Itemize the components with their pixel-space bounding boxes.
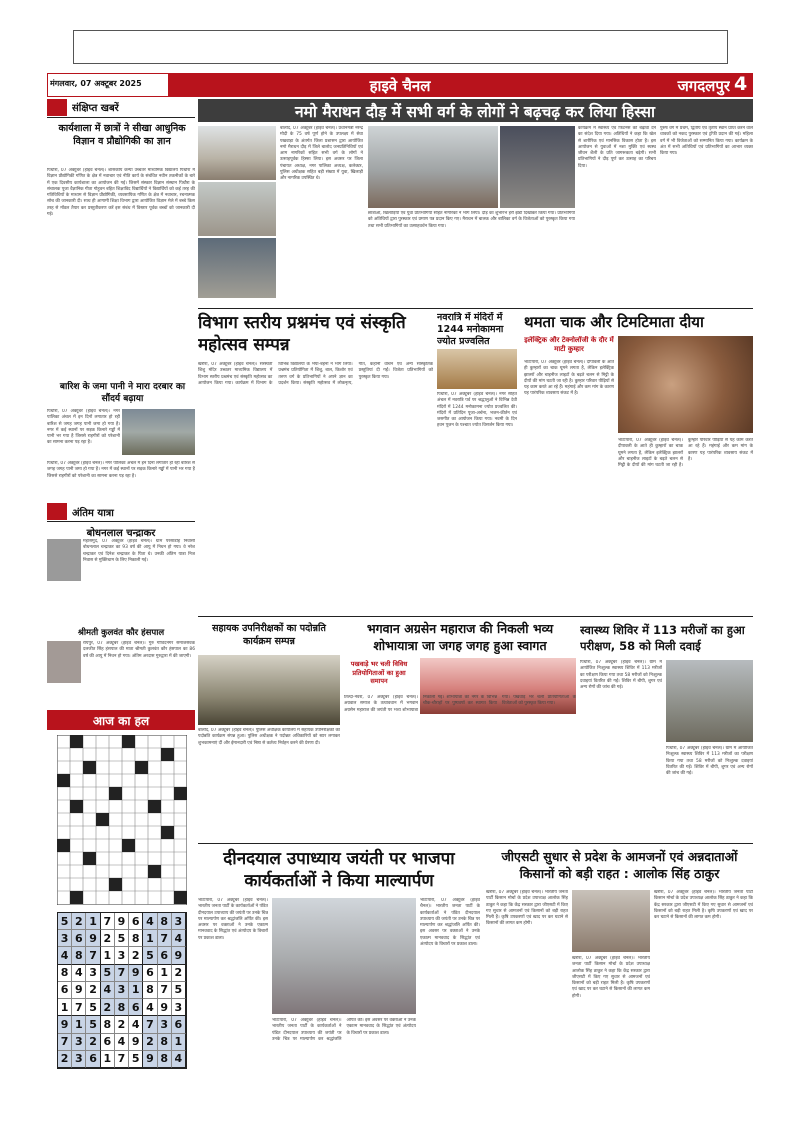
- sudoku-cell: 9: [129, 1034, 143, 1051]
- sudoku-cell: 2: [172, 965, 186, 982]
- sidebar-story1-body: पिथौरा, 07 अक्टूबर (हाइवे चैनल)। शासकीय कन्या उच्चतर माध्यमिक विद्यालय पिथौरा में विज्ञान प्रौद्योगिकी गणित के क्षेत्र में नवाचार एवं नीति कार्य के संबंधित नवीन तकनीकों के बारे में एक दिवसीय कार्यशाला का आयोजन की गई। जिसमें संस्कार विज्ञान संस्थान पिथौरा के संचालक पूजा वैज्ञानिक गीता गोहूवन बहित शिक्षाविद विद्यार्थियों ने विद्यार्थियों को कई तरह की गतिविधियों के माध्यम से विज्ञान प्रौद्योगिकी, व्यवसायिक गणित के क्षेत्र में नवाचार, रचनात्मक सोच की जानकारी दी। साथ ही आगामी शिक्षा विभाग द्वारा आयोजित विज्ञान मेले में बच्चे किस तरह से मॉडल तैयार कर प्रस्तुतीकरण करें इस संबंध में विस्तार पूर्वक बच्चों को जानकारी दी गई।: [47, 168, 195, 218]
- police-ceremony-photo: [198, 655, 340, 725]
- aajkahal-title: आज का हल: [92, 714, 150, 728]
- sidebar-story2-title: बारिश के जमा पानी ने मारा दरबार का सौंदर्य बढ़ाया: [59, 382, 186, 404]
- marathon-photo-3: [198, 238, 276, 298]
- chaak-body: भाटापारा, 07 अक्टूबर (हाइवे चैनल)। दीपावली के आते ही कुम्हारों का चाक घूमने लगता है, लेकिन इलेक्ट्रिक झालरों और चाइनीज लाइटों के बढ़ते चलन से मिट्टी के दीयों की मांग घटती जा रही है। कुम्हार परिवार पीढ़ियों से यह काम करते आ रहे हैं। महंगाई और कम मांग के कारण यह पारंपरिक व्यवसाय संकट में है।: [524, 360, 614, 397]
- deendayal-headline: दीनदयाल उपाध्याय जयंती पर भाजपा कार्यकर्ताओं ने किया माल्यार्पण: [223, 849, 455, 891]
- deendayal-body: भाटापारा, 07 अक्टूबर (हाइवे चैनल)। भारतीय जनता पार्टी के कार्यकर्ताओं ने पंडित दीनदयाल उपाध्याय की जयंती पर उनके चित्र पर माल्यार्पण कर श्रद्धांजलि अर्पित की। इस अवसर पर वक्ताओं ने उनके एकात्म मानववाद के सिद्धांत एवं अंत्योदय के विचारों पर प्रकाश डाला।: [198, 898, 268, 941]
- sudoku-cell: 4: [115, 1034, 129, 1051]
- sudoku-cell: 6: [58, 982, 72, 999]
- bjp-tribute-photo: [272, 898, 416, 1014]
- chaak-subhead: इलेक्ट्रिक और टेक्नोलॉजी के दौर में माटी कुम्हार: [524, 336, 614, 353]
- sudoku-cell: 2: [86, 1034, 100, 1051]
- chaak-body-right: भाटापारा, 07 अक्टूबर (हाइवे चैनल)। दीपावली के आते ही कुम्हारों का चाक घूमने लगता है, लेकिन इलेक्ट्रिक झालरों और चाइनीज लाइटों के बढ़ते चलन से मिट्टी के दीयों की मांग घटती जा रही है। कुम्हार परिवार पीढ़ियों से यह काम करते आ रहे हैं। महंगाई और कम मांग के कारण यह पारंपरिक व्यवसाय संकट में है।: [618, 438, 753, 469]
- health-camp-photo: [666, 660, 753, 742]
- gst-body: खरोरा, 07 अक्टूबर (हाइवे चैनल)। भारतीय जनता पार्टी किसान मोर्चा के प्रदेश उपाध्यक्ष आलोक सिंह ठाकुर ने कहा कि केंद्र सरकार द्वारा जीएसटी में किए गए सुधार से आमजनों एवं किसानों को बड़ी राहत मिली है। कृषि उपकरणों एवं खाद पर कर घटाने से किसानों की लागत कम होगी।: [486, 890, 568, 927]
- sudoku-cell: 9: [172, 947, 186, 964]
- sudoku-cell: 7: [86, 947, 100, 964]
- marathon-runners-photo: [500, 126, 575, 208]
- sudoku-cell: 2: [129, 947, 143, 964]
- gst-headline: जीएसटी सुधार से प्रदेश के आमजनों एवं अन्नदाताओं किसानों को बड़ी राहत : आलोक सिंह ठाकुर: [501, 849, 738, 881]
- gst-body-mid: खरोरा, 07 अक्टूबर (हाइवे चैनल)। भारतीय जनता पार्टी किसान मोर्चा के प्रदेश उपाध्यक्ष आलोक सिंह ठाकुर ने कहा कि केंद्र सरकार द्वारा जीएसटी में किए गए सुधार से आमजनों एवं किसानों को बड़ी राहत मिली है। कृषि उपकरणों एवं खाद पर कर घटाने से किसानों की लागत कम होगी।: [572, 956, 650, 999]
- sudoku-cell: 7: [158, 930, 172, 947]
- sudoku-cell: 1: [72, 1016, 86, 1033]
- sudoku-cell: 8: [143, 982, 157, 999]
- lead-col2: छात्राओं, खिलाड़ियों एवं युवा प्रतिभागियों सहित नागरिकों ने भाग लिया। दौड़ का शुभारंभ हरी झंडी दिखाकर किया गया। प्रतिभागियों को अतिथियों द्वारा पुरस्कार एवं प्रमाण पत्र प्रदान किए गए। मैराथन में बालक और बालिका वर्ग के विजेताओं को पुरस्कृत किया गया तथा सभी प्रतिभागियों का उत्साहवर्धन किया गया।: [368, 211, 575, 229]
- sudoku-cell: 3: [86, 965, 100, 982]
- sudoku-cell: 8: [101, 1016, 115, 1033]
- sudoku-cell: 9: [86, 930, 100, 947]
- sudoku-cell: 1: [58, 999, 72, 1016]
- marathon-photo-1: [198, 126, 276, 180]
- sudoku-cell: 7: [101, 913, 115, 930]
- obituary-name2: श्रीमती कुलवंत कौर हंसपाल: [77, 628, 165, 638]
- sudoku-cell: 5: [129, 1051, 143, 1068]
- agrasen-body: तिल्दा-नेवरा, 07 अक्टूबर (हाइवे चैनल)। अग्रवाल समाज के तत्वावधान में भगवान अग्रसेन महाराज की जयंती पर भव्य शोभायात्रा निकाली गई। शोभायात्रा का नगर के विभिन्न चौक-चौराहों पर पुष्पवर्षा कर स्वागत किया गया। पखवाड़े भर चली प्रतियोगिताओं के विजेताओं को पुरस्कृत किया गया।: [344, 695, 576, 713]
- upnirikshak-body: बालोद, 07 अक्टूबर (हाइवे चैनल)। पुलिस अधीक्षक कार्यालय में सहायक उपनिरीक्षकों का पदोन्नति कार्यक्रम संपन्न हुआ। पुलिस अधीक्षक ने पदोन्नत अधिकारियों को स्टार लगाकर शुभकामनाएं दीं और ईमानदारी एवं निष्ठा से कर्तव्य निर्वहन करने की प्रेरणा दी।: [198, 728, 340, 746]
- navratri-headline: नवरात्रि में मंदिरों में 1244 मनोकामना ज्योत प्रज्वलित: [437, 312, 504, 347]
- clay-lamps-photo: [618, 336, 753, 433]
- sudoku-cell: 6: [158, 947, 172, 964]
- marathon-photo-2: [198, 182, 276, 236]
- gst-body-right: खरोरा, 07 अक्टूबर (हाइवे चैनल)। भारतीय जनता पार्टी किसान मोर्चा के प्रदेश उपाध्यक्ष आलोक सिंह ठाकुर ने कहा कि केंद्र सरकार द्वारा जीएसटी में किए गए सुधार से आमजनों एवं किसानों को बड़ी राहत मिली है। कृषि उपकरणों एवं खाद पर कर घटाने से किसानों की लागत कम होगी।: [654, 890, 753, 921]
- lead-headline: नमो मैराथन दौड़ में सभी वर्ग के लोगों ने बढ़चढ़ कर लिया हिस्सा: [295, 103, 655, 121]
- sudoku-cell: 6: [101, 1034, 115, 1051]
- sudoku-cell: 5: [172, 982, 186, 999]
- sidebar-story2-body: पिथौरा, 07 अक्टूबर (हाइवे चैनल)। नगर पालिका अंचल में इन दिनों लगातार हो रही बारिश से जगह जगह पानी जमा हो गया है। नगर में कई स्थानों पर सड़क किनारे गड्ढों में पानी भर गया है जिससे राहगीरों को परेशानी का सामना करना पड़ रहा है।: [47, 409, 120, 446]
- lead-col3: कार्यक्रम में स्वास्थ्य एवं फिटनेस को बढ़ावा देने का संदेश दिया गया। अतिथियों ने कहा कि खेल से शारीरिक एवं मानसिक विकास होता है। इस आयोजन से युवाओं में नशा मुक्ति एवं स्वस्थ जीवन शैली के प्रति जागरूकता बढ़ेगी। सभी प्रतिभागियों ने दौड़ पूर्ण कर उत्साह का परिचय दिया।: [578, 126, 656, 169]
- sudoku-cell: 2: [58, 1051, 72, 1068]
- sudoku-cell: 2: [72, 913, 86, 930]
- obituary-section-title: अंतिम यात्रा: [72, 508, 114, 519]
- sudoku-cell: 3: [158, 1016, 172, 1033]
- chaak-headline: थमता चाक और टिमटिमाता दीया: [524, 313, 704, 331]
- sudoku-cells: [58, 913, 186, 1068]
- agrasen-headline: भगवान अग्रसेन महाराज की निकली भव्य शोभायात्रा जा जगह जगह हुआ स्वागत: [366, 621, 554, 653]
- agrasen-subhead: पखवाड़े भर चली विविध प्रतियोगिताओं का हुआ समापन: [350, 660, 408, 685]
- sudoku-cell: 4: [101, 982, 115, 999]
- masthead-page: 4: [734, 73, 748, 95]
- sidebar-section-tag: [47, 99, 67, 116]
- sudoku-cell: 1: [101, 947, 115, 964]
- top-ad-box: [73, 30, 728, 64]
- sidebar-story2-continued: पिथौरा, 07 अक्टूबर (हाइवे चैनल)। नगर पालिका अंचल में इन दिनों लगातार हो रही बारिश से जगह जगह पानी जमा हो गया है। नगर में कई स्थानों पर सड़क किनारे गड्ढों में पानी भर गया है जिससे राहगीरों को परेशानी का सामना करना पड़ रहा है।: [47, 461, 195, 479]
- sudoku-cell: 4: [172, 930, 186, 947]
- sudoku-cell: 5: [143, 947, 157, 964]
- sudoku-cell: 3: [72, 1034, 86, 1051]
- sudoku-cell: 4: [129, 1016, 143, 1033]
- sudoku-cell: 6: [172, 1016, 186, 1033]
- alok-singh-portrait: [572, 890, 650, 952]
- sidebar-section-title: संक्षिप्त खबरें: [72, 103, 119, 114]
- sudoku-cell: 5: [86, 1016, 100, 1033]
- lower-rule: [198, 843, 753, 844]
- obituary-tag: [47, 503, 67, 520]
- sanskriti-headline: विभाग स्तरीय प्रश्नमंच एवं संस्कृति महोत्सव सम्पन्न: [198, 313, 406, 355]
- sudoku-cell: 4: [143, 913, 157, 930]
- sudoku-cell: 2: [86, 982, 100, 999]
- deendayal-body-right: भाटापारा, 07 अक्टूबर (हाइवे चैनल)। भारतीय जनता पार्टी के कार्यकर्ताओं ने पंडित दीनदयाल उपाध्याय की जयंती पर उनके चित्र पर माल्यार्पण कर श्रद्धांजलि अर्पित की। इस अवसर पर वक्ताओं ने उनके एकात्म मानववाद के सिद्धांत एवं अंत्योदय के विचारों पर प्रकाश डाला।: [420, 898, 480, 948]
- sudoku-cell: 5: [115, 930, 129, 947]
- sudoku-grid: [57, 912, 187, 1069]
- sudoku-cell: 6: [72, 930, 86, 947]
- sudoku-cell: 5: [101, 965, 115, 982]
- mid-rule: [198, 616, 753, 617]
- sudoku-cell: 7: [143, 1016, 157, 1033]
- upnirikshak-headline: सहायक उपनिरीक्षकों का पदोन्नति कार्यक्रम सम्पन्न: [212, 623, 326, 647]
- lead-bottom-rule: [198, 308, 753, 309]
- masthead-title: हाइवे चैनल: [369, 77, 431, 95]
- sudoku-cell: 1: [86, 913, 100, 930]
- sudoku-cell: 7: [72, 999, 86, 1016]
- obituary-text2: रायपुर, 07 अक्टूबर (हाइवे चैनल)। गुरु गोविंदनगर समाजसेवक दलजीत सिंह हंसपाल की माता श्रीमती कुलवंत कौर हंसपाल का 86 वर्ष की आयु में निधन हो गया। अंतिम अरदास गुरुद्वारा में की जाएगी।: [83, 641, 195, 659]
- obituary-rule: [47, 521, 195, 522]
- sudoku-cell: 6: [143, 965, 157, 982]
- waterlogged-road-photo: [122, 409, 195, 455]
- sudoku-cell: 9: [72, 982, 86, 999]
- obituary-name1: बोधनलाल चन्द्राकर: [86, 528, 156, 539]
- sudoku-cell: 1: [143, 930, 157, 947]
- sudoku-cell: 4: [172, 1051, 186, 1068]
- sudoku-cell: 6: [129, 913, 143, 930]
- sudoku-cell: 2: [115, 1016, 129, 1033]
- sudoku-cell: 2: [143, 1034, 157, 1051]
- deendayal-body-mid: भाटापारा, 07 अक्टूबर (हाइवे चैनल)। भारतीय जनता पार्टी के कार्यकर्ताओं ने पंडित दीनदयाल उपाध्याय की जयंती पर उनके चित्र पर माल्यार्पण कर श्रद्धांजलि अर्पित की। इस अवसर पर वक्ताओं ने उनके एकात्म मानववाद के सिद्धांत एवं अंत्योदय के विचारों पर प्रकाश डाला।: [272, 1018, 416, 1042]
- temple-photo: [437, 349, 517, 389]
- sudoku-cell: 1: [172, 1034, 186, 1051]
- sudoku-cell: 1: [129, 982, 143, 999]
- sudoku-cell: 9: [58, 1016, 72, 1033]
- sudoku-cell: 6: [129, 999, 143, 1016]
- sudoku-cell: 4: [143, 999, 157, 1016]
- sudoku-cell: 3: [115, 947, 129, 964]
- sudoku-cell: 3: [72, 1051, 86, 1068]
- crossword-grid: [57, 735, 187, 905]
- sudoku-cell: 8: [158, 1034, 172, 1051]
- sidebar-rule: [47, 117, 195, 118]
- sudoku-cell: 3: [115, 982, 129, 999]
- lead-col1: बालोद, 07 अक्टूबर (हाइवे चैनल)। प्रधानमंत्री नरेन्द्र मोदी के 75 वर्ष पूर्ण होने के उपलक्ष्य में सेवा पखवाड़ा के अंतर्गत जिला प्रशासन द्वारा आयोजित नमो मैराथन दौड़ में जिले बालोद जनप्रतिनिधियों एवं आम नागरिकों सहित सभी वर्ग के लोगों ने उत्साहपूर्वक हिस्सा लिया। इस अवसर पर जिला पंचायत अध्यक्ष, नगर पालिका अध्यक्ष, कलेक्टर, पुलिस अधीक्षक सहित बड़ी संख्या में युवा, खिलाड़ी और नागरिक उपस्थित थे।: [280, 126, 363, 182]
- sanskriti-body: खरोरा, 07 अक्टूबर (हाइवे चैनल)। सरस्वती शिशु मंदिर उच्चतर माध्यमिक विद्यालय में विभाग स्तरीय प्रश्नमंच एवं संस्कृति महोत्सव का आयोजन किया गया। कार्यक्रम में विभाग के विभिन्न विद्यालयों के भैया-बहनों ने भाग लिया। प्रश्नमंच प्रतियोगिता में शिशु, बाल, किशोर एवं तरुण वर्ग के प्रतिभागियों ने अपने ज्ञान का प्रदर्शन किया। संस्कृति महोत्सव में लोकनृत्य, गीत, कहानी वाचन एवं अन्य सांस्कृतिक प्रस्तुतियां दी गईं। विजेता प्रतिभागियों को पुरस्कृत किया गया।: [198, 362, 433, 386]
- sudoku-cell: 3: [172, 913, 186, 930]
- swasthya-headline: स्वास्थ्य शिविर में 113 मरीजों का हुआ परीक्षण, 58 को मिली दवाई: [580, 623, 745, 653]
- sudoku-cell: 8: [58, 965, 72, 982]
- obituary-text1: महासमुंद, 07 अक्टूबर (हाइवे चैनल)। ग्राम परसाडीह निवासी बोधनलाल चन्द्राकर का 93 वर्ष की आयु में निधन हो गया। वे नरेश चन्द्राकर एवं दिनेश चन्द्राकर के पिता थे। उनकी अंतिम यात्रा निज निवास से मुक्तिधाम के लिए निकाली गई।: [83, 539, 195, 563]
- sudoku-cell: 9: [129, 965, 143, 982]
- masthead-city: जगदलपुर: [677, 77, 730, 95]
- sudoku-cell: 8: [129, 930, 143, 947]
- sudoku-cell: 1: [158, 965, 172, 982]
- lead-col4: पुरुष वर्ग में प्रथम, द्वितीय एवं तृतीय स्थान प्राप्त करने वाले धावकों को नकद पुरस्कार एवं ट्रॉफी प्रदान की गई। महिला वर्ग में भी विजेताओं को सम्मानित किया गया। कार्यक्रम के अंत में सभी अतिथियों एवं प्रतिभागियों का आभार व्यक्त किया गया।: [660, 126, 753, 157]
- sudoku-cell: 3: [172, 999, 186, 1016]
- navratri-body: पिथौरा, 07 अक्टूबर (हाइवे चैनल)। नगर सहित अंचल में नवरात्रि पर्व पर श्रद्धालुओं ने विभिन्न देवी मंदिरों में 1244 मनोकामना ज्योत प्रज्वलित की। मंदिरों में प्रतिदिन पूजा-अर्चना, भजन-कीर्तन एवं जसगीत का आयोजन किया गया। नवमी के दिन हवन पूजन के पश्चात ज्योत विसर्जन किया गया।: [437, 392, 517, 429]
- sudoku-cell: 8: [115, 999, 129, 1016]
- sudoku-cell: 2: [101, 930, 115, 947]
- masthead-date: मंगलवार, 07 अक्टूबर 2025: [50, 79, 142, 88]
- sudoku-cell: 6: [86, 1051, 100, 1068]
- sudoku-cell: 4: [72, 965, 86, 982]
- sudoku-cell: 9: [143, 1051, 157, 1068]
- sudoku-cell: 7: [115, 965, 129, 982]
- sidebar-story1-title: कार्यशाला में छात्रों ने सीखा आधुनिक विज्ञान व प्रौद्योगिकी का ज्ञान: [58, 123, 186, 147]
- marathon-group-photo: [368, 126, 498, 208]
- sudoku-cell: 1: [101, 1051, 115, 1068]
- sudoku-cell: 8: [72, 947, 86, 964]
- sudoku-cell: 7: [115, 1051, 129, 1068]
- sudoku-cell: 7: [158, 982, 172, 999]
- sudoku-cell: 8: [158, 913, 172, 930]
- sudoku-cell: 9: [158, 999, 172, 1016]
- sudoku-cell: 2: [101, 999, 115, 1016]
- sudoku-cell: 7: [58, 1034, 72, 1051]
- swasthya-body: पिथौरा, 07 अक्टूबर (हाइवे चैनल)। ग्राम में आयोजित निःशुल्क स्वास्थ्य शिविर में 113 मरीजों का परीक्षण किया गया तथा 58 मरीजों को निःशुल्क दवाइयां वितरित की गईं। शिविर में बीपी, शुगर एवं अन्य रोगों की जांच की गई।: [580, 660, 662, 691]
- sudoku-cell: 3: [58, 930, 72, 947]
- sudoku-cell: 4: [58, 947, 72, 964]
- sudoku-cell: 5: [58, 913, 72, 930]
- swasthya-body-right: पिथौरा, 07 अक्टूबर (हाइवे चैनल)। ग्राम में आयोजित निःशुल्क स्वास्थ्य शिविर में 113 मरीजों का परीक्षण किया गया तथा 58 मरीजों को निःशुल्क दवाइयां वितरित की गईं। शिविर में बीपी, शुगर एवं अन्य रोगों की जांच की गई।: [666, 746, 753, 777]
- sudoku-cell: 8: [158, 1051, 172, 1068]
- sudoku-cell: 9: [115, 913, 129, 930]
- sudoku-cell: 5: [86, 999, 100, 1016]
